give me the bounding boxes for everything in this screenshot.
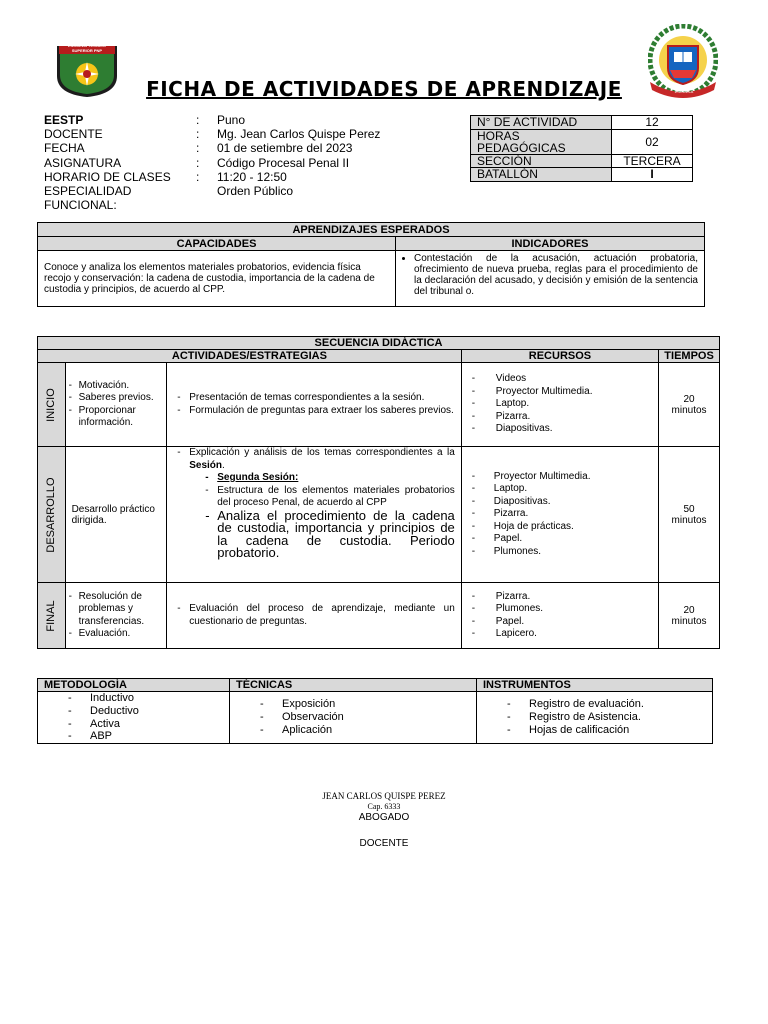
info-value: Orden Público: [217, 183, 294, 198]
info-row-especialidad: [44, 183, 380, 213]
list-item: - Pizarra.: [466, 411, 658, 424]
info-row-eestp: [44, 113, 380, 127]
desarrollo-activities: [167, 447, 462, 583]
list-item: - Hoja de prácticas.: [466, 521, 658, 534]
phase-cell: [38, 447, 66, 583]
list-item: - Laptop.: [466, 483, 658, 496]
meta-key: BATALLÓN: [471, 168, 612, 182]
desarrollo-recursos: [461, 447, 658, 583]
inicio-recursos: [461, 363, 658, 447]
act-bold: Sesión: [189, 459, 223, 471]
indicadores-header: INDICADORES: [396, 237, 705, 251]
final-recursos: [461, 583, 658, 649]
list-item: - Analiza el procedimiento de la cadena de custodia, importancia y principios de la cadena de custodia. Periodo probatorio.: [199, 510, 455, 560]
phase-label: FINAL: [45, 599, 58, 632]
info-label: EESTP: [44, 113, 84, 127]
aprendizajes-title: APRENDIZAJES ESPERADOS: [38, 223, 705, 237]
signature-title: ABOGADO: [358, 812, 410, 823]
info-colon: [196, 184, 217, 198]
inicio-row: [38, 363, 720, 447]
final-row: [38, 583, 720, 649]
list-item: - Activa: [38, 718, 229, 731]
info-value: Código Procesal Penal II: [217, 155, 350, 170]
metodologia-table: [37, 678, 713, 744]
meta-key: SECCIÓN: [471, 154, 612, 168]
phase-cell: [38, 583, 66, 649]
list-item: - Plumones.: [466, 603, 658, 616]
meta-row: [471, 129, 693, 154]
list-item: - Saberes previos.: [66, 392, 167, 405]
list-item: - Videos: [466, 373, 658, 386]
page-title: FICHA DE ACTIVIDADES DE APRENDIZAJE: [146, 77, 622, 101]
list-item: - Proporcionar información.: [66, 405, 167, 430]
info-value: 11:20 - 12:50: [217, 169, 287, 184]
info-label: HORARIO DE CLASES: [44, 169, 171, 184]
capacidad-cell: Conoce y analiza los elementos materiales probatorios, evidencia física recojo y conservación: la cadena de custodia, importancia de la cadena de custodia y principios, de acuerdo al CPP.: [38, 251, 396, 307]
list-item: - Pizarra.: [466, 508, 658, 521]
meta-key: N° DE ACTIVIDAD: [471, 116, 612, 130]
list-item: - Observación: [230, 711, 476, 724]
secuencia-title: SECUENCIA DIDÁCTICA: [38, 337, 720, 350]
list-item: - Proyector Multimedia.: [466, 386, 658, 399]
act-text: Explicación y análisis de los temas correspondientes a la: [189, 447, 455, 458]
meta-row: [471, 116, 693, 130]
list-item: - Evaluación del proceso de aprendizaje, mediante un cuestionario de preguntas.: [171, 603, 455, 628]
info-label: ESPECIALIDAD FUNCIONAL:: [44, 183, 132, 213]
info-label: FECHA: [44, 141, 85, 156]
instrumentos-cell: [477, 692, 713, 744]
meta-value: TERCERA: [612, 154, 693, 168]
instrumentos-header: INSTRUMENTOS: [477, 679, 713, 692]
info-colon: :: [196, 113, 200, 127]
list-item: - Registro de evaluación.: [477, 698, 712, 711]
inicio-tiempo: 20 minutos: [659, 363, 720, 447]
meta-key: HORAS PEDAGÓGICAS: [471, 129, 612, 154]
list-item: - Formulación de preguntas para extraer los saberes previos.: [171, 405, 455, 418]
list-item: [171, 447, 455, 472]
meta-row: [471, 154, 693, 168]
signature-cap: Cap. 6333: [367, 802, 401, 811]
list-item: - Pizarra.: [466, 591, 658, 604]
aprendizajes-table: [37, 222, 705, 307]
info-value: Puno: [217, 113, 246, 127]
actividades-header: ACTIVIDADES/ESTRATEGIAS: [38, 350, 462, 363]
indicador-cell: [396, 251, 705, 307]
inicio-activities: [167, 363, 462, 447]
desarrollo-tiempo: 50 minutos: [659, 447, 720, 583]
tecnicas-cell: [230, 692, 477, 744]
phase-label: DESARROLLO: [45, 476, 58, 553]
list-item: - ABP: [38, 730, 229, 743]
info-block: [44, 113, 381, 213]
list-item: - Papel.: [466, 533, 658, 546]
info-colon: :: [196, 155, 200, 170]
list-item: - Proyector Multimedia.: [466, 471, 658, 484]
final-left: [65, 583, 167, 649]
info-row-docente: [44, 127, 380, 141]
signature-role: DOCENTE: [359, 838, 409, 849]
meta-row: [471, 168, 693, 182]
tiempos-header: TIEMPOS: [659, 350, 720, 363]
info-value: Mg. Jean Carlos Quispe Perez: [217, 127, 381, 142]
list-item: - Aplicación: [230, 724, 476, 737]
indicador-item: • Contestación de la acusación, actuación probatoria, ofrecimiento de nueva prueba, reglas para el procedimiento de la declaración del acusado, y decisión y emisión de la sentencia del tribunal o.: [414, 253, 698, 297]
info-label: DOCENTE: [44, 127, 103, 142]
logo-left-text: ESCUELA TECNICO SUPERIOR PNP: [67, 43, 107, 53]
list-item: - Evaluación.: [66, 628, 167, 641]
list-item: - Hojas de calificación: [477, 724, 712, 737]
list-item: - Estructura de los elementos materiales probatorios del proceso Penal, de acuerdo al CPP: [199, 485, 455, 510]
phase-label: INICIO: [45, 387, 58, 422]
list-item: - Deductivo: [38, 705, 229, 718]
recursos-header: RECURSOS: [461, 350, 658, 363]
info-row-asignatura: [44, 156, 380, 170]
info-value: 01 de setiembre del 2023: [217, 141, 353, 156]
list-item: - Diapositivas.: [466, 496, 658, 509]
capacidades-header: CAPACIDADES: [38, 237, 396, 251]
meta-value: 02: [612, 129, 693, 154]
list-item: - Papel.: [466, 616, 658, 629]
activity-meta-table: [470, 115, 693, 182]
final-tiempo: 20 minutos: [659, 583, 720, 649]
list-item: - Motivación.: [66, 380, 167, 393]
info-colon: :: [196, 127, 200, 142]
tecnicas-header: TÉCNICAS: [230, 679, 477, 692]
meta-value: 12: [612, 116, 693, 130]
list-item: - Inductivo: [38, 692, 229, 705]
list-item: - Resolución de problemas y transferencias.: [66, 591, 167, 629]
metodos-cell: [38, 692, 230, 744]
list-item: - Presentación de temas correspondientes a la sesión.: [171, 392, 455, 405]
phase-cell: [38, 363, 66, 447]
list-item: - Laptop.: [466, 398, 658, 411]
act-text: .: [222, 459, 225, 471]
list-item: - Registro de Asistencia.: [477, 711, 712, 724]
list-item: - Exposición: [230, 698, 476, 711]
list-item: - Plumones.: [466, 546, 658, 559]
info-colon: :: [196, 141, 200, 156]
desarrollo-row: [38, 447, 720, 583]
info-row-fecha: [44, 141, 380, 155]
inicio-left: [65, 363, 167, 447]
info-row-horario: [44, 170, 380, 184]
desarrollo-left: Desarrollo práctico dirigida.: [65, 447, 167, 583]
signature-name: JEAN CARLOS QUISPE PEREZ: [322, 791, 446, 801]
secuencia-table: [37, 336, 720, 649]
metodologia-header: METODOLOGÍA: [38, 679, 230, 692]
info-colon: :: [196, 169, 200, 184]
list-item: - Diapositivas.: [466, 423, 658, 436]
meta-value: I: [612, 168, 693, 182]
logo-right-text: ESCUELA: [674, 89, 694, 94]
info-label: ASIGNATURA: [44, 155, 122, 170]
final-activities: [167, 583, 462, 649]
subhead: - Segunda Sesión:: [199, 472, 455, 485]
list-item: - Lapicero.: [466, 628, 658, 641]
